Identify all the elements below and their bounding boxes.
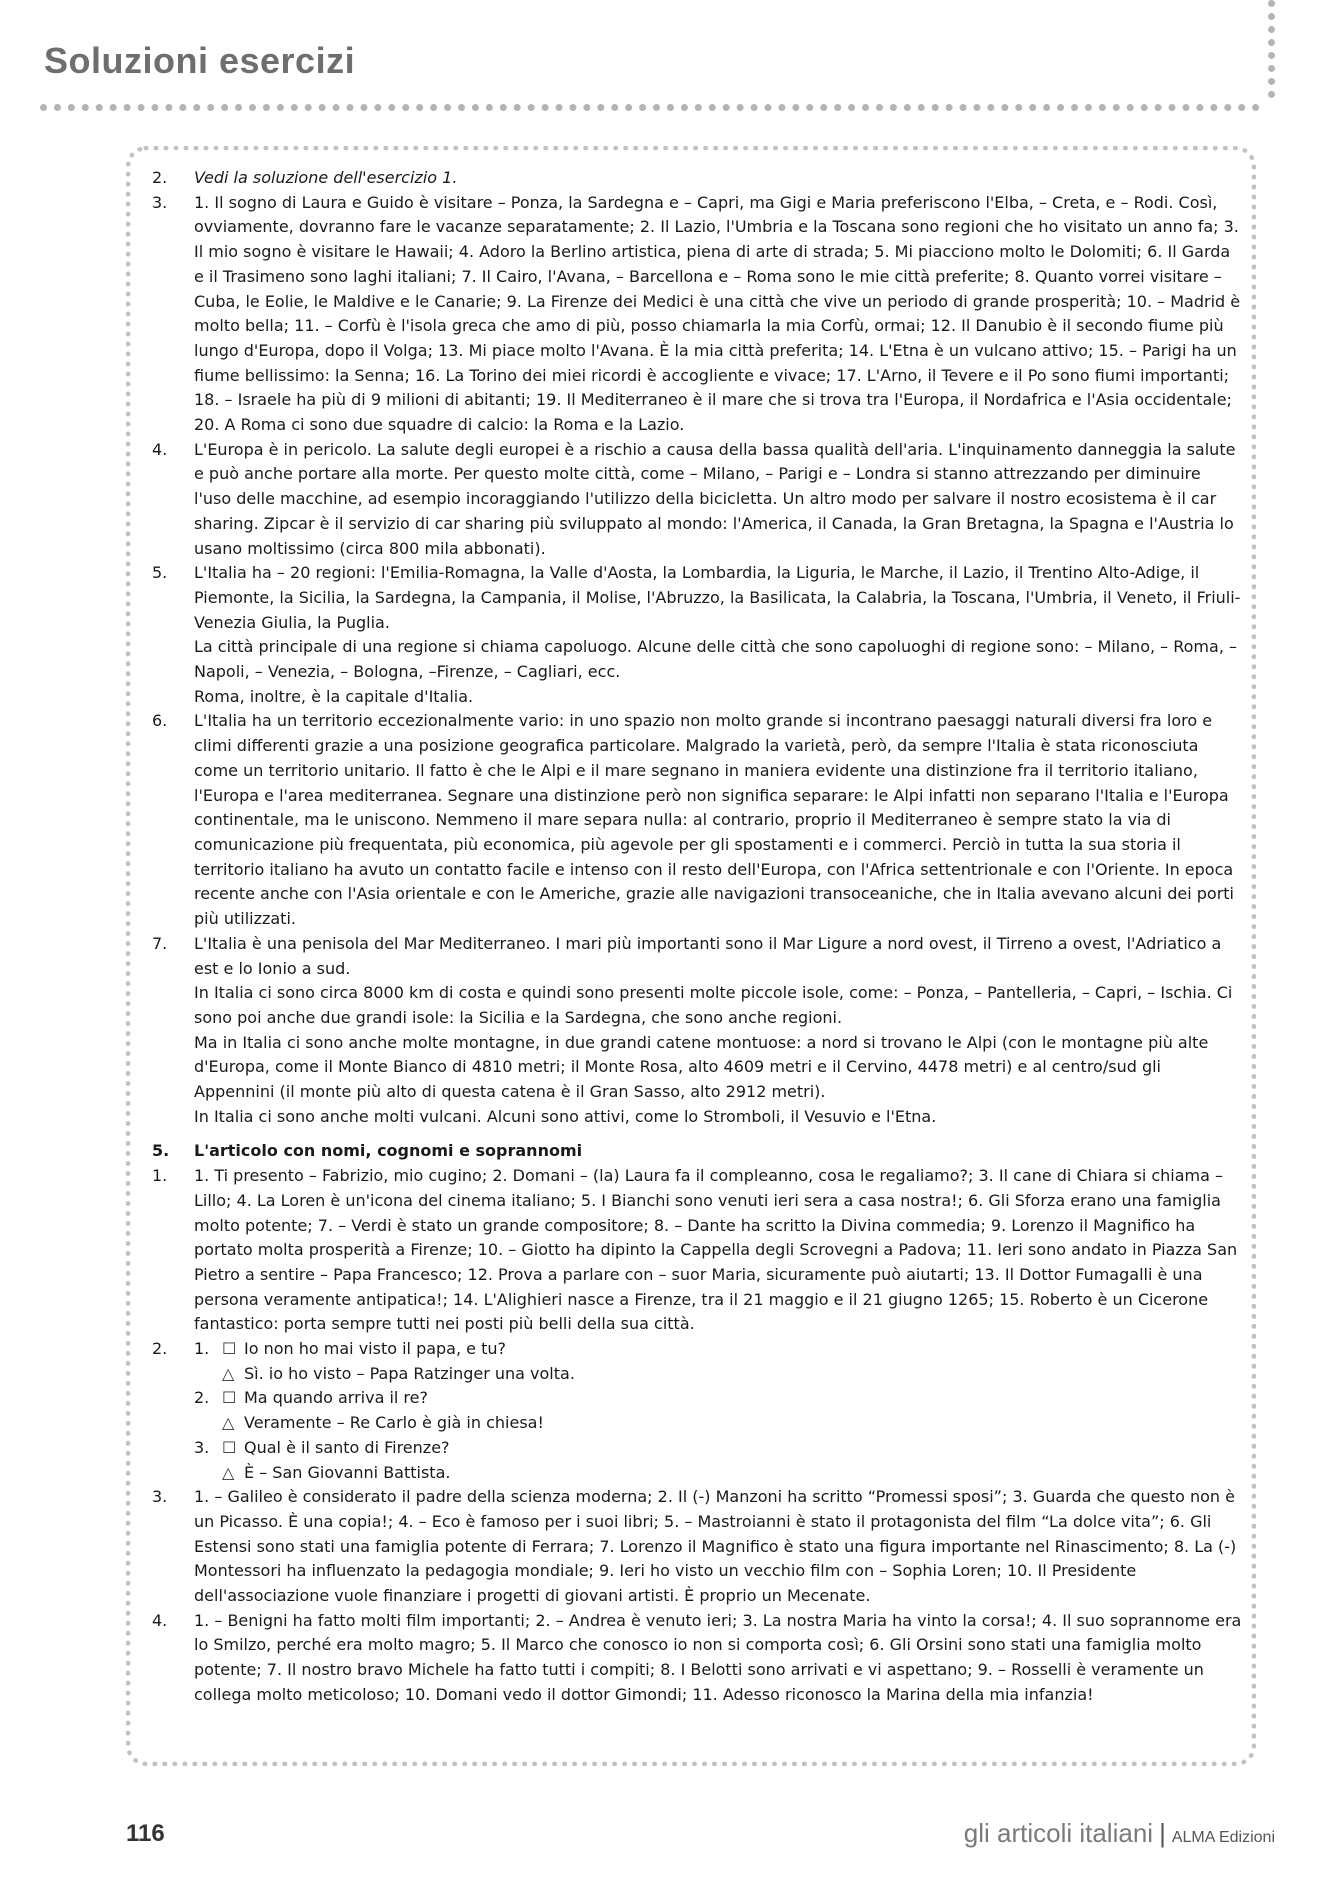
exercise-number: 7. xyxy=(152,933,168,953)
exercise-item xyxy=(152,1609,1242,1708)
dialogue-number: 1. xyxy=(194,1339,210,1359)
square-icon: ☐ xyxy=(222,1388,237,1408)
exercise-number: 3. xyxy=(152,192,168,212)
exercise-text: L'Italia è una penisola del Mar Mediterraneo. I mari più importanti sono il Mar Ligure a nord ovest, il Tirreno a ovest, l'Adriatico a est e lo Ionio a sud. In Italia ci sono circa 8000 km di costa e quindi sono presenti molte piccole isole, come: – Ponza, – Pantelleria, – Capri, – Ischia. Ci sono poi anche due grandi isole: la Sicilia e la Sardegna, che sono anche regioni. Ma in Italia ci sono anche molte montagne, in due grandi catene montuose: a nord si trovano le Alpi (con le montagne più alte d'Europa, come il Monte Bianco di 4810 metri; il Monte Rosa, alto 4609 metri e il Cervino, 4478 metri) e al centro/sud gli Appennini (il monte più alto di questa catena è il Gran Sasso, alto 2912 metri). In Italia ci sono anche molti vulcani. Alcuni sono attivi, come lo Stromboli, il Vesuvio e l'Etna. xyxy=(194,933,1233,1126)
section-heading xyxy=(152,1139,1242,1164)
exercise-number: 6. xyxy=(152,711,168,731)
exercise-item xyxy=(152,1164,1242,1337)
book-title: gli articoli italiani xyxy=(963,1818,1154,1848)
square-icon: ☐ xyxy=(222,1339,237,1359)
page-number: 116 xyxy=(126,1820,165,1847)
exercise-text: 1. Il sogno di Laura e Guido è visitare – Ponza, la Sardegna e – Capri, ma Gigi e Maria preferiscono l'Elba, – Creta, e – Rodi. Così, ovviamente, dovranno fare le vacanze separatamente; 2. Il Lazio, l'Umbria e la Toscana sono regioni che ho visitato un anno fa; 3. Il mio sogno è visitare le Hawaii; 4. Adoro la Berlino artistica, piena di arte di strada; 5. Mi piacciono molto le Dolomiti; 6. Il Garda e il Trasimeno sono laghi italiani; 7. Il Cairo, l'Avana, – Barcellona e – Roma sono le mie città preferite; 8. Quanto vorrei visitare – Cuba, le Eolie, le Maldive e le Canarie; 9. La Firenze dei Medici è una città che vive un periodo di grande prosperità; 10. – Madrid è molto bella; 11. – Corfù è l'isola greca che amo di più, posso chiamarla la mia Corfù, ormai; 12. Il Danubio è il secondo fiume più lungo d'Europa, dopo il Volga; 13. Mi piace molto l'Avana. È la mia città preferita; 14. L'Etna è un vulcano attivo; 15. – Parigi ha un fiume bellissimo: la Senna; 16. La Torino dei miei ricordi è accogliente e vivace; 17. L'Arno, il Tevere e il Po sono fiumi importanti; 18. – Israele ha più di 9 milioni di abitanti; 19. Il Mediterraneo è il mare che si trova tra l'Europa, il Nordafrica e l'Asia occidentale; 20. A Roma ci sono due squadre di calcio: la Roma e la Lazio. xyxy=(194,192,1241,435)
exercise-item xyxy=(152,561,1242,709)
dialogue-lines xyxy=(222,1386,544,1435)
exercise-number: 4. xyxy=(152,1610,168,1630)
section-title: L'articolo con nomi, cognomi e soprannomi xyxy=(194,1141,583,1161)
exercise-number: 1. xyxy=(152,1166,168,1186)
exercise-text: 1. – Benigni ha fatto molti film importanti; 2. – Andrea è venuto ieri; 3. La nostra Maria ha vinto la corsa!; 4. Il suo soprannome era lo Smilzo, perché era molto magro; 5. Il Marco che conosco io non si comporta così; 6. Gli Orsini sono stati una famiglia molto potente; 7. Il nostro bravo Michele ha fatto tutti i compiti; 8. I Belotti sono arrivati e vi aspettano; 9. – Rosselli è veramente un collega molto meticoloso; 10. Domani vedo il dottor Gimondi; 11. Adesso riconosco la Marina della mia infanzia! xyxy=(194,1610,1242,1704)
exercise-text: 1. Ti presento – Fabrizio, mio cugino; 2. Domani – (la) Laura fa il compleanno, cosa le regaliamo?; 3. Il cane di Chiara si chiama – Lillo; 4. La Loren è un'icona del cinema italiano; 5. I Bianchi sono venuti ieri sera a casa nostra!; 6. Gli Sforza erano una famiglia molto potente; 7. – Verdi è stato un grande compositore; 8. – Dante ha scritto la Divina commedia; 9. Lorenzo il Magnifico ha portato molta prosperità a Firenze; 10. – Giotto ha dipinto la Cappella degli Scrovegni a Padova; 11. Ieri sono andato in Piazza San Pietro a sentire – Papa Francesco; 12. Prova a parlare con – suor Maria, sicuramente può aiutarti; 13. Il Dottor Fumagalli è una persona veramente antipatica!; 14. L'Alighieri nasce a Firenze, tra il 21 maggio e il 21 giugno 1265; 15. Roberto è un Cicerone fantastico: porta sempre tutti nei posti più belli della sua città. xyxy=(194,1166,1238,1334)
page-title: Soluzioni esercizi xyxy=(44,40,356,81)
exercise-item xyxy=(152,709,1242,931)
dialogue-lines xyxy=(222,1436,450,1485)
dialogue-question: Qual è il santo di Firenze? xyxy=(244,1437,450,1457)
exercise-item xyxy=(152,1485,1242,1609)
dialogue-item xyxy=(194,1337,1242,1386)
dialogue-answer: Veramente – Re Carlo è già in chiesa! xyxy=(244,1413,544,1433)
dialogue-question: Ma quando arriva il re? xyxy=(244,1388,428,1408)
title-divider xyxy=(40,104,1260,111)
dialogue-exercise xyxy=(152,1337,1242,1485)
exercise-number: 5. xyxy=(152,563,168,583)
exercise-item xyxy=(152,438,1242,562)
dialogue-item xyxy=(194,1436,1242,1485)
dialogue-list xyxy=(194,1337,1242,1485)
exercise-item xyxy=(152,932,1242,1130)
exercise-item xyxy=(152,166,1242,191)
book-footer xyxy=(964,1818,1275,1849)
solutions-content xyxy=(152,166,1242,1708)
dialogue-answer: È – San Giovanni Battista. xyxy=(244,1462,451,1482)
exercise-text: 1. – Galileo è considerato il padre della scienza moderna; 2. Il (-) Manzoni ha scritto “Promessi sposi”; 3. Guarda che questo non è un Picasso. È una copia!; 4. – Eco è famoso per i suoi libri; 5. – Mastroianni è stato il protagonista del film “La dolce vita”; 6. Gli Estensi sono stati una famiglia potente di Ferrara; 7. Lorenzo il Magnifico è stato una figura importante nel Rinascimento; 8. La (-) Montessori ha influenzato la pedagogia mondiale; 9. Ieri ho visto un vecchio film con – Sophia Loren; 10. Il Presidente dell'associazione vuole finanziare i progetti di giovani artisti. È proprio un Mecenate. xyxy=(194,1487,1237,1606)
exercise-text: L'Italia ha – 20 regioni: l'Emilia-Romagna, la Valle d'Aosta, la Lombardia, la Liguria, le Marche, il Lazio, il Trentino Alto-Adige, il Piemonte, la Sicilia, la Sardegna, la Campania, il Molise, l'Abruzzo, la Basilicata, la Calabria, la Toscana, l'Umbria, il Veneto, il Friuli-Venezia Giulia, la Puglia. La città principale di una regione si chiama capoluogo. Alcune delle città che sono capoluoghi di regione sono: – Milano, – Roma, – Napoli, – Venezia, – Bologna, –Firenze, – Cagliari, ecc. Roma, inoltre, è la capitale d'Italia. xyxy=(194,563,1241,706)
square-icon: ☐ xyxy=(222,1437,237,1457)
dialogue-lines xyxy=(222,1337,575,1386)
dialogue-number: 2. xyxy=(194,1388,210,1408)
section-number: 5. xyxy=(152,1141,170,1161)
exercise-number: 2. xyxy=(152,1339,168,1359)
dialogue-answer: Sì. io ho visto – Papa Ratzinger una volta. xyxy=(244,1363,575,1383)
dialogue-question: Io non ho mai visto il papa, e tu? xyxy=(244,1339,506,1359)
exercise-text: L'Europa è in pericolo. La salute degli europei è a rischio a causa della bassa qualità dell'aria. L'inquinamento danneggia la salute e può anche portare alla morte. Per questo molte città, come – Milano, – Parigi e – Londra si stanno attrezzando per diminuire l'uso delle macchine, ad esempio incoraggiando l'utilizzo della bicicletta. Un altro modo per salvare il nostro ecosistema è il car sharing. Zipcar è il servizio di car sharing più sviluppato al mondo: l'America, il Canada, la Gran Bretagna, la Spagna e l'Austria lo usano moltissimo (circa 800 mila abbonati). xyxy=(194,439,1236,558)
exercise-text: L'Italia ha un territorio eccezionalmente vario: in uno spazio non molto grande si incontrano paesaggi naturali diversi fra loro e climi differenti grazie a una posizione geografica particolare. Malgrado la varietà, però, da sempre l'Italia è stata riconosciuta come un territorio unitario. Il fatto è che le Alpi e il mare segnano in maniera evidente una distinzione fra il territorio italiano, l'Europa e l'area mediterranea. Segnare una distinzione però non significa separare: le Alpi infatti non separano l'Italia e l'Europa continentale, ma le uniscono. Nemmeno il mare separa nulla: al contrario, proprio il Mediterraneo è sempre stato la via di comunicazione più frequentata, più economica, più agevole per gli spostamenti e i commerci. Perciò in tutta la sua storia il territorio italiano ha avuto un contatto facile e intenso con il resto dell'Europa, con l'Africa settentrionale e con l'Oriente. In epoca recente anche con l'Asia orientale e con le Americhe, grazie alle navigazioni transoceaniche, che in Italia avevano alcuni dei porti più utilizzati. xyxy=(194,711,1234,929)
title-vertical-divider xyxy=(1268,0,1275,98)
dialogue-item xyxy=(194,1386,1242,1435)
exercise-number: 3. xyxy=(152,1487,168,1507)
exercise-number: 2. xyxy=(152,168,168,187)
triangle-icon: △ xyxy=(222,1462,235,1482)
dialogue-number: 3. xyxy=(194,1437,210,1457)
footer-separator: | xyxy=(1159,1818,1166,1848)
exercise-item xyxy=(152,191,1242,438)
exercise-number: 4. xyxy=(152,439,168,459)
triangle-icon: △ xyxy=(222,1363,235,1383)
triangle-icon: △ xyxy=(222,1413,235,1433)
exercise-text: Vedi la soluzione dell'esercizio 1. xyxy=(194,168,458,187)
publisher-name: ALMA Edizioni xyxy=(1171,1829,1275,1846)
